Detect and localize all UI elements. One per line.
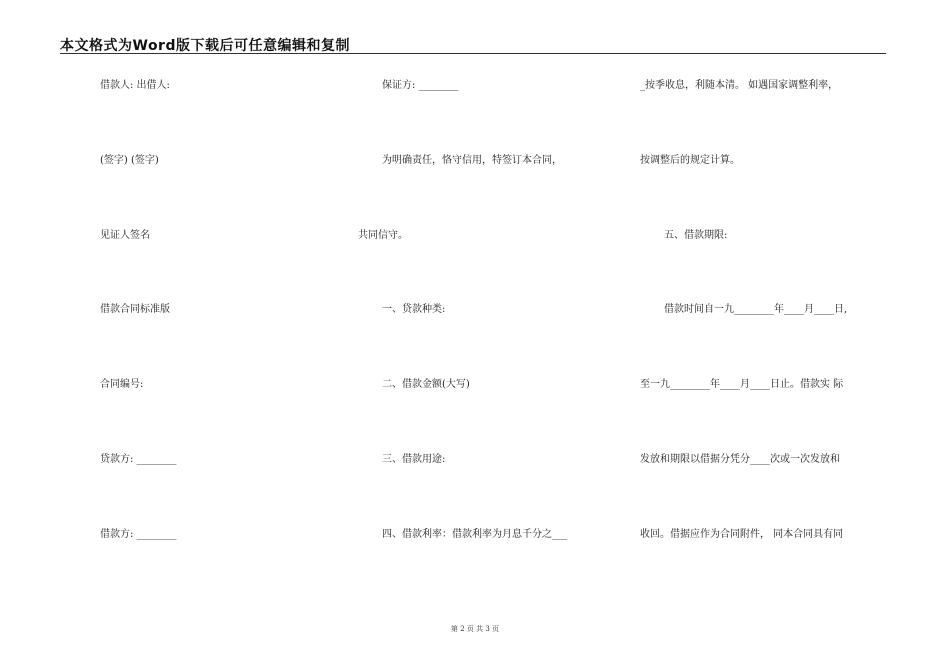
left-line-2: (签字) (签字) xyxy=(100,155,159,166)
left-line-7: 借款方: ________ xyxy=(100,529,177,540)
middle-line-4: 一、贷款种类: xyxy=(382,304,446,315)
middle-line-7: 四、借款利率：借款利率为月息千分之___ xyxy=(382,529,567,540)
right-line-6: 发放和期限以借据分凭分____次或一次发放和 xyxy=(640,454,840,465)
right-line-3: 五、借款期限: xyxy=(664,230,728,241)
header-divider xyxy=(60,53,886,54)
middle-line-5: 二、借款金额(大写) xyxy=(382,379,470,390)
middle-line-1: 保证方: ________ xyxy=(382,80,459,91)
left-line-6: 贷款方: ________ xyxy=(100,454,177,465)
left-line-3: 见证人签名 xyxy=(100,230,150,241)
page-number-footer: 第 2 页 共 3 页 xyxy=(450,625,500,633)
middle-line-6: 三、借款用途: xyxy=(382,454,446,465)
right-line-7: 收回。借据应作为合同附件， 同本合同具有同 xyxy=(640,529,844,540)
right-line-2: 按调整后的规定计算。 xyxy=(640,155,740,166)
right-line-1: _按季收息，利随本清。 如遇国家调整利率， xyxy=(640,80,839,91)
middle-line-3: 共同信守。 xyxy=(358,230,408,241)
right-line-4: 借款时间自一九________年____月____日, xyxy=(664,304,848,315)
middle-line-2: 为明确责任，恪守信用，特签订本合同， xyxy=(382,155,562,166)
right-line-5: 至一九________年____月____日止。借款实 际 xyxy=(640,379,844,390)
document-header-title: 本文格式为Word版下载后可任意编辑和复制 xyxy=(60,38,350,54)
left-line-1: 借款人: 出借人: xyxy=(100,80,170,91)
left-line-5: 合同编号: xyxy=(100,379,144,390)
left-line-4: 借款合同标准版 xyxy=(100,304,170,315)
